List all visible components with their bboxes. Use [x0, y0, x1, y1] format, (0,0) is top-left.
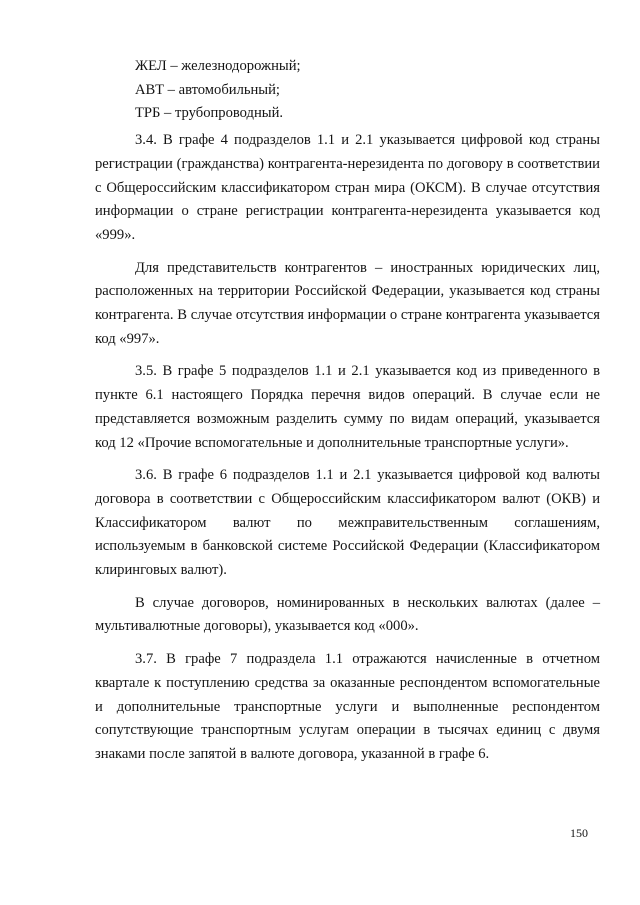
transport-type-auto: АВТ – автомобильный;: [135, 81, 280, 98]
transport-type-rail: ЖЕЛ – железнодорожный;: [135, 58, 301, 74]
paragraph-3-6: 3.6. В графе 6 подразделов 1.1 и 2.1 указывается цифровой код валюты договора в соответствии с Общероссийским классификатором валют (ОКВ) и Классификатором валют по межправительственным соглашениям, используемым в банковской системе Российской Федерации (Классификатором клиринговых валют).: [95, 467, 600, 579]
paragraph-3-7: 3.7. В графе 7 подраздела 1.1 отражаются начисленные в отчетном квартале к поступлению средства за оказанные респондентом вспомогательные и дополнительные транспортные услуги и выполненные респондентом сопутствующие транспортным услугам операции в тысячах единиц с двумя знаками после запятой в валюте договора, указанной в графе 6.: [95, 651, 600, 762]
paragraph-3-5: 3.5. В графе 5 подразделов 1.1 и 2.1 указывается код из приведенного в пункте 6.1 настоящего Порядка перечня видов операций. В случае если не представляется возможным разделить сумму по видам операций, указывается код 12 «Прочие вспомогательные и дополнительные транспортные услуги».: [95, 363, 600, 451]
document-page: [95, 55, 600, 767]
paragraph-3-4: 3.4. В графе 4 подразделов 1.1 и 2.1 указывается цифровой код страны регистрации (гражданства) контрагента-нерезидента по договору в соответствии с Общероссийским классификатором стран мира (ОКСМ). В случае отсутствия информации о стране регистрации контрагента-нерезидента указывается код «999».: [95, 132, 600, 243]
paragraph-multicurrency: В случае договоров, номинированных в нескольких валютах (далее – мультивалютные договоры), указывается код «000».: [95, 594, 600, 635]
transport-type-pipeline: ТРБ – трубопроводный.: [135, 105, 284, 122]
page-number: 150: [570, 826, 588, 840]
paragraph-representations: Для представительств контрагентов – иностранных юридических лиц, расположенных на территории Российской Федерации, указывается код страны контрагента. В случае отсутствия информации о стране контрагента указывается код «997».: [95, 259, 600, 347]
